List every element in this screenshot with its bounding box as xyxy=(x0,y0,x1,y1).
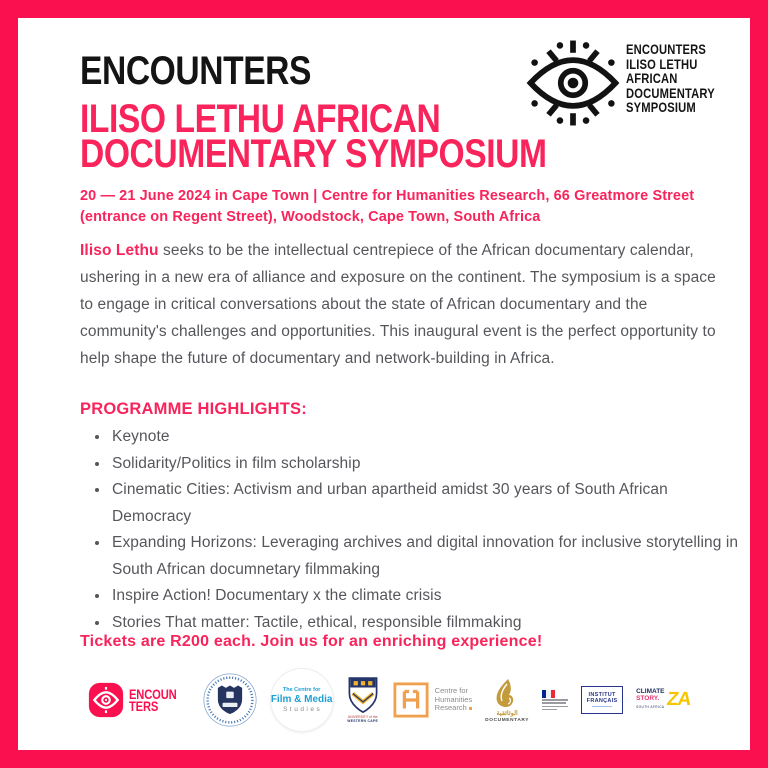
programme-item: • Expanding Horizons: Leveraging archives and digital innovation for inclusive storytelling in South African documnetary filmmaking xyxy=(110,530,740,583)
chr-orange-dot xyxy=(469,707,472,710)
uct-crest-icon xyxy=(202,672,258,728)
aljazeera-flame-icon xyxy=(492,678,522,710)
institut-francais-logo: INSTITUT FRANÇAIS xyxy=(581,686,623,714)
title-encounters-text: ENCOUNTERS xyxy=(80,49,312,93)
french-embassy-logo xyxy=(542,690,568,710)
uwc-crest: UNIVERSITY of the WESTERN CAPE xyxy=(346,676,380,724)
symposium-wordmark xyxy=(626,42,737,115)
wordmark-line: ENCOUNTERS xyxy=(626,41,707,57)
chr-logo xyxy=(393,682,473,718)
programme-item: • Solidarity/Politics in film scholarship xyxy=(110,451,740,478)
symposium-eye-icon xyxy=(524,34,622,132)
programme-list xyxy=(92,424,740,636)
encounters-eye-icon xyxy=(88,682,124,718)
programme-item: • Cinematic Cities: Activism and urban apartheid amidst 30 years of South African Democracy xyxy=(110,477,740,530)
intro-paragraph xyxy=(80,237,732,372)
tickets-line: Tickets are R200 each. Join us for an enriching experience! xyxy=(80,633,543,650)
event-date-venue: 20 — 21 June 2024 in Cape Town | Centre for Humanities Research, 66 Greatmore Street (entrance on Regent Street), Woodstock, Cape Town, South Africa xyxy=(80,188,695,225)
climate-za-mark: ZA xyxy=(665,689,692,710)
uwc-shield-icon xyxy=(346,676,380,716)
climate-story-text: CLIMATE STORY. SOUTH AFRICA xyxy=(636,688,665,709)
title-pink-line1: ILISO LETHU AFRICAN xyxy=(80,97,441,141)
institut-underline xyxy=(592,706,612,707)
climate-story-za-logo xyxy=(636,689,690,711)
chr-text: Centre for Humanities Research xyxy=(434,686,473,713)
programme-item: • Keynote xyxy=(110,424,740,451)
title-pink-line2: DOCUMENTARY SYMPOSIUM xyxy=(80,132,547,176)
programme-item: • Inspire Action! Documentary x the climate crisis xyxy=(110,583,740,610)
programme-item: • Stories That matter: Tactile, ethical, responsible filmmaking xyxy=(110,610,740,637)
partner-logos-row xyxy=(40,664,738,736)
programme-heading: PROGRAMME HIGHLIGHTS: xyxy=(80,400,307,418)
film-media-studies-badge: The Centre for Film & Media Studies xyxy=(271,669,333,731)
intro-lead: Iliso Lethu xyxy=(80,242,159,259)
encounters-logo xyxy=(88,682,188,718)
encounters-wordmark: ENCOUN TERS xyxy=(129,685,177,714)
wordmark-line: DOCUMENTARY xyxy=(626,84,715,101)
title-encounters xyxy=(80,49,355,93)
wordmark-line: AFRICAN xyxy=(626,70,678,86)
intro-body: seeks to be the intellectual centrepiece of the African documentary calendar, ushering in a new era of alliance and exposure on the continent. The symposium is a space to engage in critical conversations about the state of African documentary and the community's challenges and opportunities. This inaugural event is the perfect opportunity to help shape the future of documentary and network-building in Africa. xyxy=(80,242,716,367)
wordmark-line: ILISO LETHU xyxy=(626,55,698,72)
aljazeera-documentary-logo: الوثائقية DOCUMENTARY xyxy=(485,678,529,723)
chr-mark-icon xyxy=(393,682,429,718)
french-flag-icon xyxy=(542,690,555,698)
wordmark-line: SYMPOSIUM xyxy=(626,99,696,115)
